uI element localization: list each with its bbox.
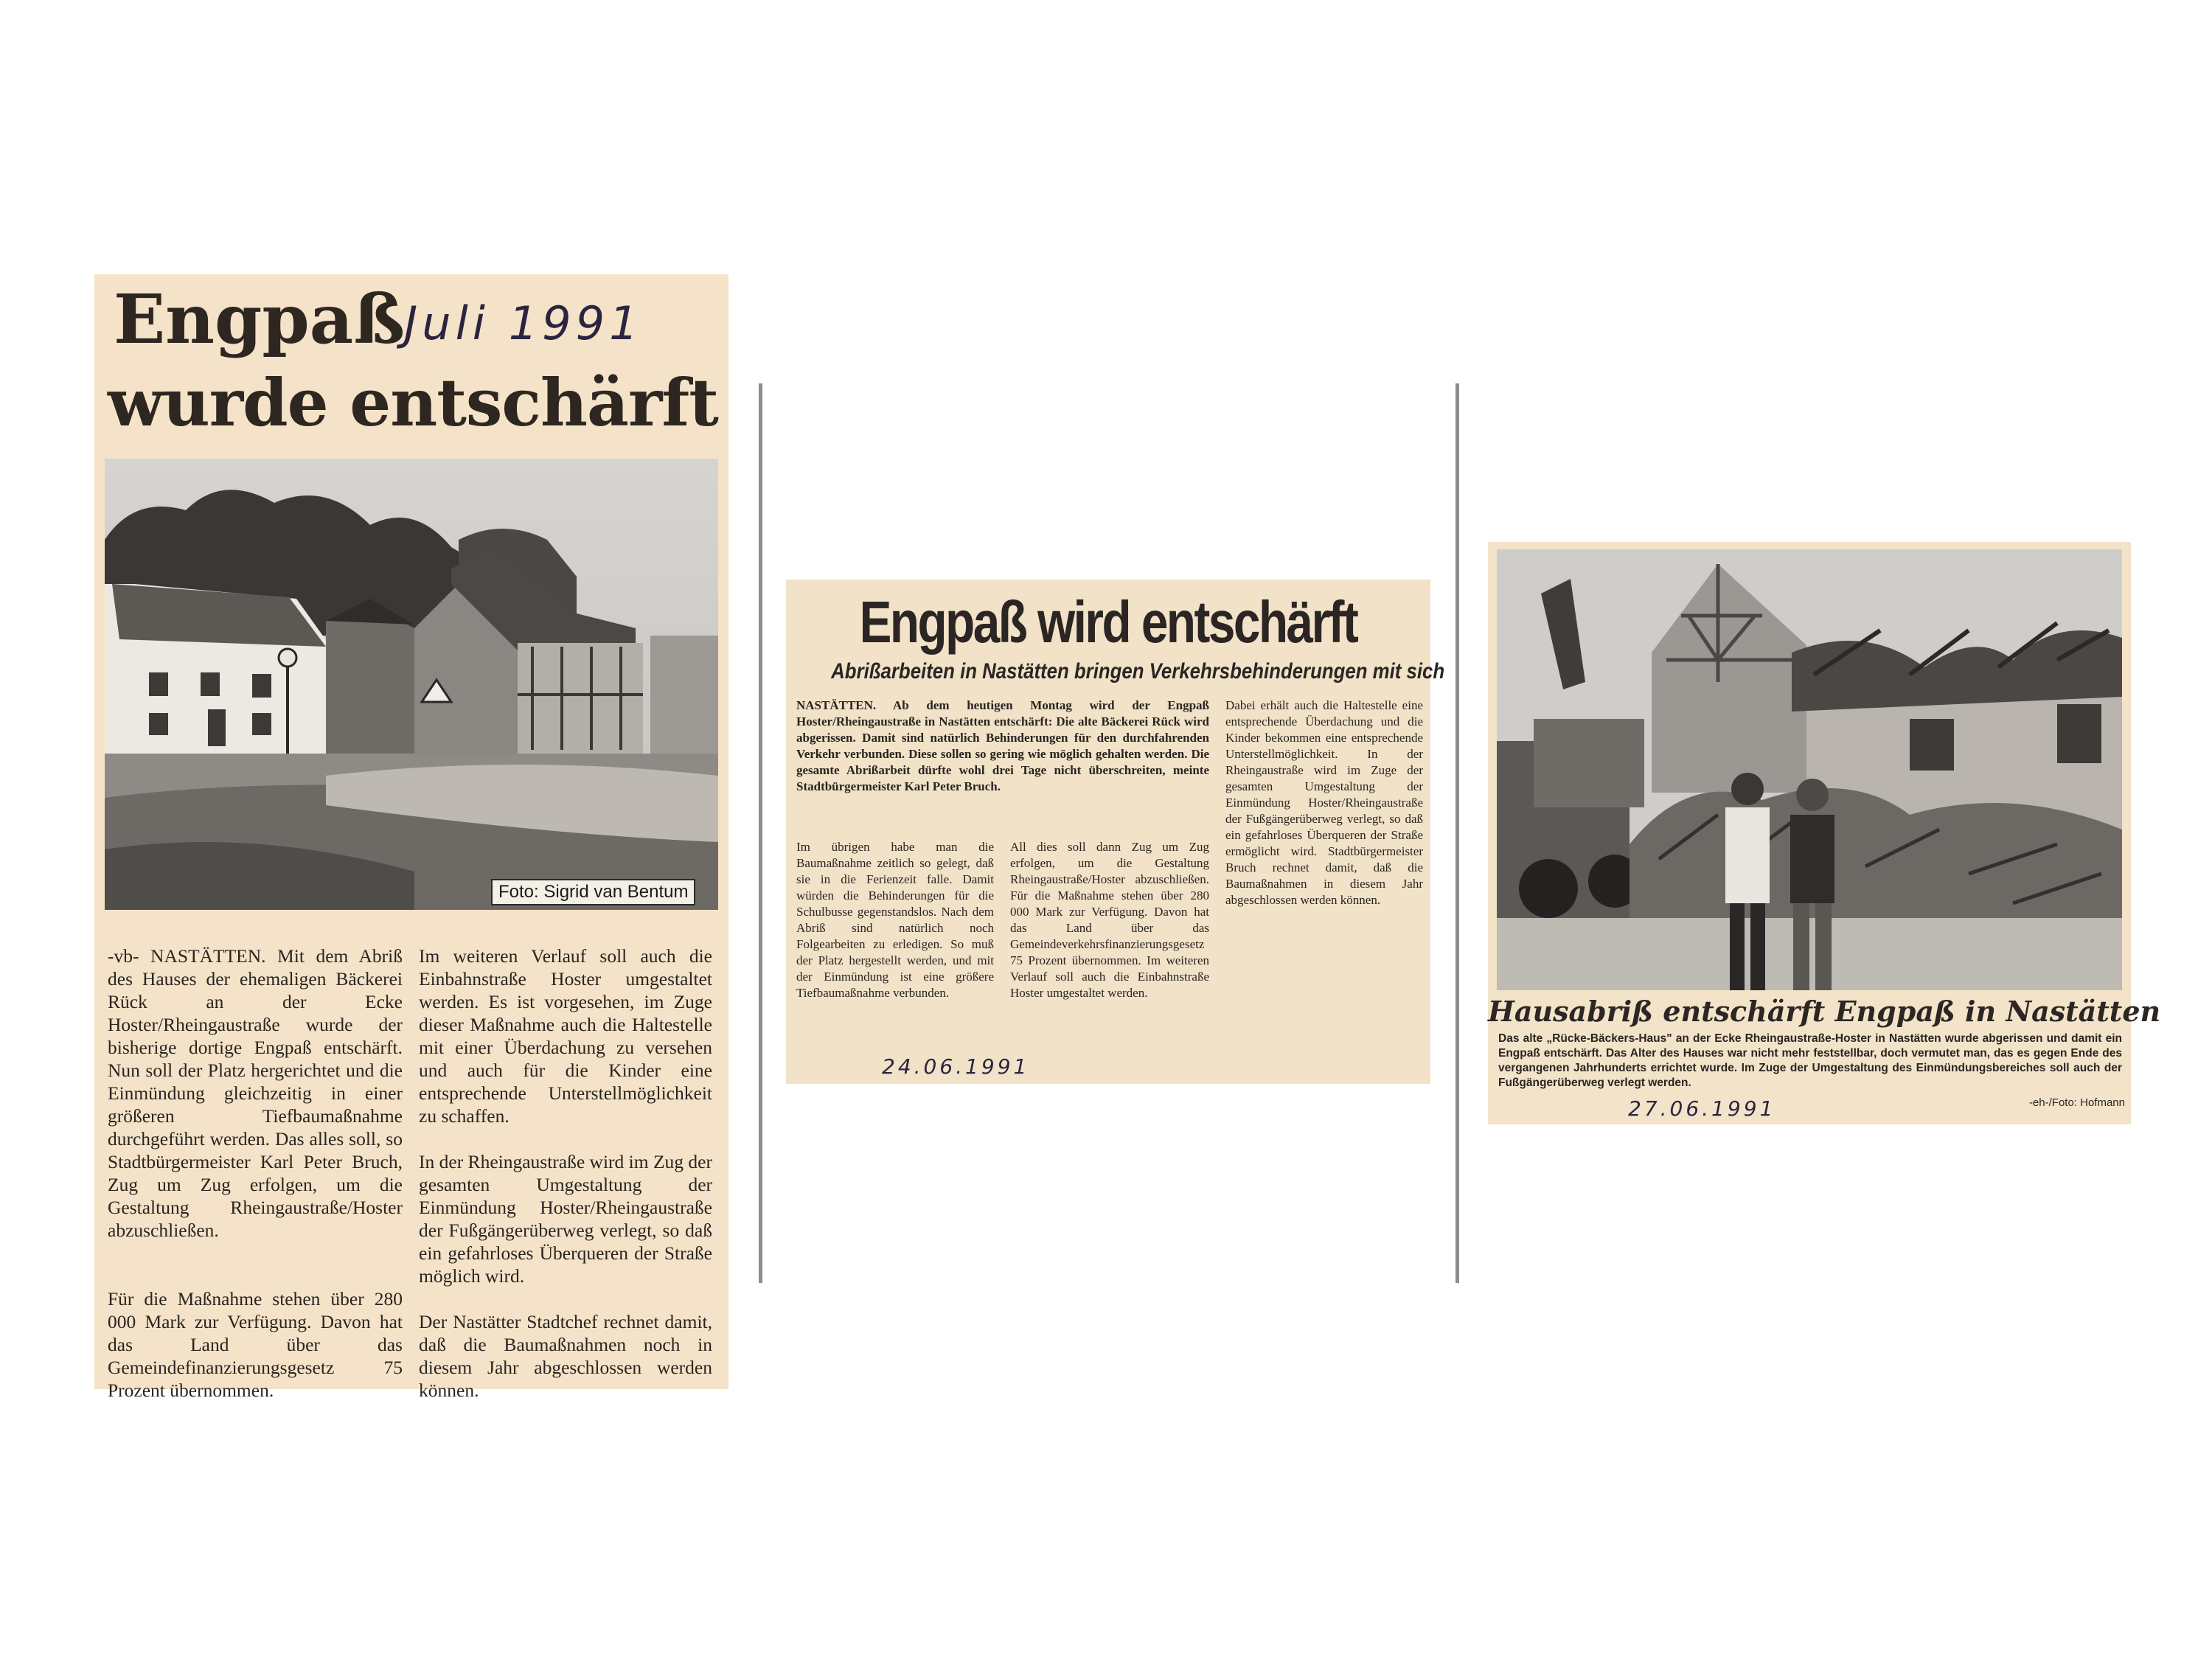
clipping-1-photo	[105, 459, 718, 910]
clipping-2-headline: Engpaß wird entschärft	[859, 589, 1357, 655]
clipping-3-headline: Hausabriß entschärft Engpaß in Nastätten	[1488, 995, 2161, 1028]
clipping-2-handwritten-date: 24.06.1991	[882, 1054, 1030, 1079]
clipping-1-column-right	[419, 922, 712, 1425]
clipping-1-headline-line2: wurde entschärft	[108, 364, 718, 441]
divider-left	[759, 383, 762, 1283]
clipping-1-photo-credit: Foto: Sigrid van Bentum	[491, 879, 695, 905]
clipping-2-column-1: Im übrigen habe man die Baumaßnahme zeitlich so gelegt, daß sie in die Ferienzeit falle. Damit würden die Behinderungen für die Schulbusse gegenstandslos. Nach dem Abriß sind natürlich noch Folgearbeiten zu erledigen. So muß der Platz hergestellt werden, und mit der Einmündung ist eine größere Tiefbaumaßnahme verbunden.	[796, 840, 994, 1000]
clipping-1-headline-line1: Engpaß	[114, 279, 406, 359]
clipping-1-paragraph-5: Der Nastätter Stadtchef rechnet damit, daß die Baumaßnahmen noch in diesem Jahr abgeschlossen werden können.	[419, 1311, 712, 1401]
clipping-2-column-3: Dabei erhält auch die Haltestelle eine entsprechende Überdachung und die Kinder bekommen eine entsprechende Unterstellmöglichkeit. In der Rheingaustraße wird im Zuge der gesamten Umgestaltung der Einmündung Hoster/Rheingaustraße der Fußgängerüberweg verlegt, so daß ein gefahrloses Überqueren der Straße ermöglicht wird. Stadtbürgermeister Bruch rechnet damit, daß die Baumaßnahmen in diesem Jahr abgeschlossen werden können.	[1225, 698, 1423, 907]
clipping-1-paragraph-2: Für die Maßnahme stehen über 280 000 Mark zur Verfügung. Davon hat das Land über das Gemeindefinanzierungsgesetz 75 Prozent übernommen.	[108, 1288, 403, 1401]
clipping-1-column-left	[108, 922, 403, 1425]
clipping-3	[1488, 542, 2161, 1124]
street-houses-image	[105, 459, 718, 910]
clipping-1	[94, 274, 728, 1401]
clipping-2	[786, 580, 1445, 1084]
clipping-3-handwritten-date: 27.06.1991	[1628, 1096, 1776, 1121]
clipping-3-caption: Das alte „Rücke-Bäckers-Haus" an der Ecke Rheingaustraße-Hoster in Nastätten wurde abgerissen und damit ein Engpaß entschärft. Das Alter des Hauses war nicht mehr feststellbar, doch vermutet man, das es gegen Ende des vergangenen Jahrhunderts errichtet wurde. Im Zuge der Umgestaltung des Einmündungsbereiches soll auch der Fußgängerüberweg verlegt werden.	[1498, 1032, 2122, 1089]
clipping-2-column-2: All dies soll dann Zug um Zug erfolgen, um die Gestaltung Rheingaustraße/Hoster abzuschließen. Für die Maßnahme stehen über 280 000 Mark zur Verfügung. Davon hat das Land über das Gemeindeverkehrsfinanzierungsgesetz 75 Prozent übernommen. Im weiteren Verlauf soll auch die Einbahnstraße Hoster umgestaltet werden.	[1010, 840, 1209, 1000]
clipping-1-paragraph-3: Im weiteren Verlauf soll auch die Einbahnstraße Hoster umgestaltet werden. Es ist vorgesehen, im Zuge dieser Maßnahme auch die Haltestelle mit einer Überdachung zu versehen und auch für die Kinder eine entsprechende Unterstellmöglichkeit zu schaffen.	[419, 945, 712, 1127]
clipping-1-handwritten-date: Juli 1991	[404, 296, 643, 350]
clipping-3-credit: -eh-/Foto: Hofmann	[2028, 1096, 2125, 1109]
clipping-2-subheadline: Abrißarbeiten in Nastätten bringen Verkehrsbehinderungen mit sich	[831, 659, 1445, 684]
demolition-image	[1497, 549, 2122, 990]
clipping-1-paragraph-1: -vb- NASTÄTTEN. Mit dem Abriß des Hauses der ehemaligen Bäckerei Rück an der Ecke Hoster/Rheingaustraße wurde der bisherige dortige Engpaß entschärft. Nun soll der Platz hergerichtet und die Einmündung gleichzeitig in einer größeren Tiefbaumaßnahme durchgeführt werden. Das alles soll, so Stadtbürgermeister Karl Peter Bruch, Zug um Zug erfolgen, um die Gestaltung Rheingaustraße/Hoster abzuschließen.	[108, 945, 403, 1241]
clipping-3-photo	[1497, 549, 2122, 990]
clipping-2-lead: NASTÄTTEN. Ab dem heutigen Montag wird der Engpaß Hoster/Rheingaustraße in Nastätten entschärft: Die alte Bäckerei Rück wird abgerissen. Damit sind natürlich Behinderungen für den durchfahrenden Verkehr verbunden. Diese sollen so gering wie möglich gehalten werden. Die gesamte Abrißarbeit dürfte wohl drei Tage nicht überschreiten, meinte Stadtbürgermeister Karl Peter Bruch.	[796, 698, 1209, 793]
divider-right	[1455, 383, 1459, 1283]
clipping-1-paragraph-4: In der Rheingaustraße wird im Zug der gesamten Umgestaltung der Einmündung Hoster/Rheingaustraße der Fußgängerüberweg verlegt, so daß ein gefahrloses Überqueren der Straße möglich wird.	[419, 1151, 712, 1287]
